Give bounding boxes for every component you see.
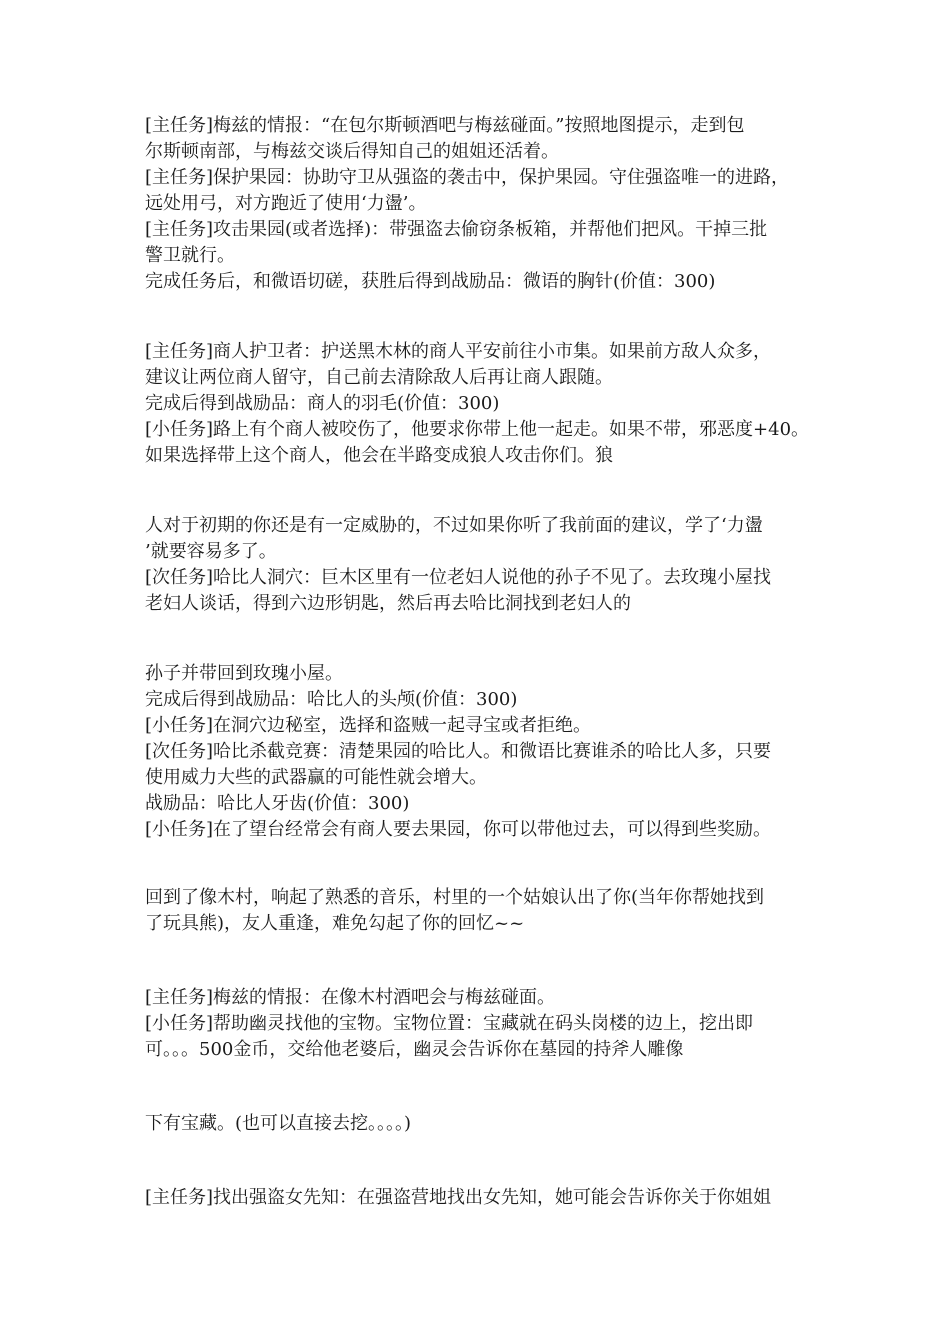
text-line: [次任务]哈比杀截竞赛：清楚果园的哈比人。和微语比赛谁杀的哈比人多，只要 — [145, 741, 772, 762]
text-line: 战励品：哈比人牙齿(价值：300) — [145, 793, 410, 814]
text-line: [小任务]帮助幽灵找他的宝物。宝物位置：宝藏就在码头岗楼的边上，挖出即 — [145, 1013, 754, 1034]
text-line: 回到了像木村，响起了熟悉的音乐，村里的一个姑娘认出了你(当年你帮她找到 — [145, 887, 765, 908]
text-line: 远处用弓，对方跑近了使用‘力盪’。 — [145, 193, 427, 214]
text-line: 建议让两位商人留守，自己前去清除敌人后再让商人跟随。 — [145, 367, 613, 388]
text-line: ’就要容易多了。 — [145, 541, 277, 562]
text-line: [次任务]哈比人洞穴：巨木区里有一位老妇人说他的孙子不见了。去玫瑰小屋找 — [145, 567, 772, 588]
text-line: 完成任务后，和微语切磋，获胜后得到战励品：微语的胸针(价值：300) — [145, 271, 716, 292]
text-line: 完成后得到战励品：商人的羽毛(价值：300) — [145, 393, 500, 414]
text-line: [主任务]攻击果园(或者选择)：带强盗去偷窃条板箱，并帮他们把风。干掉三批 — [145, 219, 768, 240]
text-line: [主任务]梅兹的情报：“在包尔斯顿酒吧与梅兹碰面。”按照地图提示，走到包 — [145, 115, 745, 136]
text-line: [小任务]路上有个商人被咬伤了，他要求你带上他一起走。如果不带，邪恶度+40。 — [145, 419, 810, 440]
text-line: 老妇人谈话，得到六边形钥匙，然后再去哈比洞找到老妇人的 — [145, 593, 631, 614]
text-line: [小任务]在洞穴边秘室，选择和盗贼一起寻宝或者拒绝。 — [145, 715, 592, 736]
text-line: [主任务]找出强盗女先知：在强盗营地找出女先知，她可能会告诉你关于你姐姐 — [145, 1187, 772, 1208]
text-line: [主任务]梅兹的情报：在像木村酒吧会与梅兹碰面。 — [145, 987, 556, 1008]
text-line: 使用威力大些的武器赢的可能性就会增大。 — [145, 767, 487, 788]
text-line: 完成后得到战励品：哈比人的头颅(价值：300) — [145, 689, 518, 710]
text-line: 孙子并带回到玫瑰小屋。 — [145, 663, 343, 684]
text-line: [小任务]在了望台经常会有商人要去果园，你可以带他过去，可以得到些奖励。 — [145, 819, 772, 840]
text-line: [主任务]商人护卫者：护送黑木林的商人平安前往小市集。如果前方敌人众多， — [145, 341, 772, 362]
text-line: 如果选择带上这个商人，他会在半路变成狼人攻击你们。狼 — [145, 445, 613, 466]
text-line: 警卫就行。 — [145, 245, 235, 266]
text-line: 了玩具熊)，友人重逢，难免勾起了你的回忆~~ — [145, 913, 525, 934]
text-line: 可。。。500金币，交给他老婆后，幽灵会告诉你在墓园的持斧人雕像 — [145, 1039, 684, 1060]
text-line: 尔斯顿南部，与梅兹交谈后得知自己的姐姐还活着。 — [145, 141, 559, 162]
text-line: 人对于初期的你还是有一定威胁的，不过如果你听了我前面的建议，学了‘力盪 — [145, 515, 763, 536]
text-line: [主任务]保护果园：协助守卫从强盗的袭击中，保护果园。守住强盗唯一的进路， — [145, 167, 790, 188]
text-line: 下有宝藏。(也可以直接去挖。。。。) — [145, 1113, 412, 1134]
